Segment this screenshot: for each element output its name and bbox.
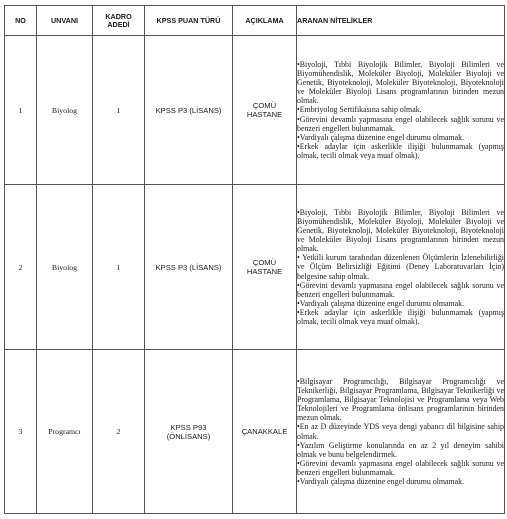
requirement-item: •Yazılım Geliştirme konularında en az 2 yıl deneyim sahibi olmak ve bunu belgelendirmek.	[297, 440, 506, 459]
header-title: UNVANI	[37, 6, 93, 36]
row-requirements	[297, 36, 505, 185]
row-number: 3	[5, 350, 37, 514]
row-count: 1	[93, 185, 145, 350]
table-row	[5, 36, 505, 185]
requirement-item: •Erkek adaylar için askerlikle ilişiği bulunmamak (yapmış olmak, tecili olmak veya muaf olmak).	[297, 141, 506, 160]
requirement-item: •Vardiyalı çalışma düzenine engel durumu olmamak.	[297, 476, 465, 486]
row-score-type: KPSS P3 (LİSANS)	[145, 185, 233, 350]
row-description: ÇOMÜ HASTANE	[233, 185, 297, 350]
row-title: Programcı	[37, 350, 93, 514]
header-count: KADRO ADEDİ	[93, 6, 145, 36]
requirement-item: •Bilgisayar Programcılığı, Bilgisayar Programcılığı ve Teknikerliği, Bilgisayar Programlama, Bilgisayar Teknikerliği ve Programlama, Bilgisayar Teknolojisi ve Programlama veya Web Teknolojileri ve Programlama önlisans programlarının birinden mezun olmak.	[297, 376, 506, 423]
header-requirements: ARANAN NİTELİKLER	[297, 6, 505, 36]
row-description: ÇANAKKALE	[233, 350, 297, 514]
requirement-item: •Embriyolog Sertifikasına sahip olmak.	[297, 105, 422, 115]
requirement-item: • Yetkili kurum tarafından düzenlenen Ölçümlerin İzlenebilirliği ve Ölçüm Belirsizliği Eğitimi (Deney Laboratuvarları İçin) belgesine sahip olmak.	[297, 253, 506, 281]
row-requirements	[297, 350, 505, 514]
row-number: 1	[5, 36, 37, 185]
positions-table	[4, 5, 505, 514]
requirement-item: •Biyoloji, Tıbbi Biyolojik Bilimler, Biyoloji Bilimleri ve Biyomühendislik, Moleküler Biyoloji, Moleküler Biyoloji ve Genetik, Biyoteknoloji, Moleküler Biyoteknoloji, Biyoteknoloji ve Moleküler Biyoloji Lisans programlarının birinden mezun olmak.	[297, 207, 506, 254]
requirement-item: •En az D düzeyinde YDS veya dengi yabancı dil bilgisine sahip olmak.	[297, 422, 506, 441]
requirement-item: •Görevini devamlı yapmasına engel olabilecek sağlık sorunu ve benzeri engelleri bulunmamak.	[297, 280, 506, 299]
row-title: Biyolog	[37, 185, 93, 350]
requirement-item: •Vardiyalı çalışma düzenine engel durumu olmamak.	[297, 298, 465, 308]
table-row	[5, 350, 505, 514]
row-requirements	[297, 185, 505, 350]
requirement-item: •Vardiyalı çalışma düzenine engel durumu olmamak.	[297, 132, 465, 142]
row-title: Biyolog	[37, 36, 93, 185]
requirement-item: •Erkek adaylar için askerlikle ilişiği bulunmamak (yapmış olmak, tecili olmak veya muaf olmak).	[297, 307, 506, 327]
row-number: 2	[5, 185, 37, 350]
header-row	[5, 6, 505, 36]
row-count: 2	[93, 350, 145, 514]
row-count: 1	[93, 36, 145, 185]
requirement-item: •Görevini devamlı yapmasına engel olabilecek sağlık sorunu ve benzeri engelleri bulunmamak.	[297, 458, 506, 477]
header-score-type: KPSS PUAN TÜRÜ	[145, 6, 233, 36]
requirement-item: •Biyoloji, Tıbbi Biyolojik Bilimler, Biyoloji Bilimleri ve Biyomühendislik, Moleküler Biyoloji, Moleküler Biyoloji ve Genetik, Biyoteknoloji, Moleküler Biyoteknoloji, Biyoteknoloji ve Moleküler Biyoloji Lisans programlarının birinden mezun olmak.	[297, 59, 506, 106]
header-no: NO	[5, 6, 37, 36]
table-row	[5, 185, 505, 350]
row-score-type: KPSS P3 (LİSANS)	[145, 36, 233, 185]
requirement-item: •Görevini devamlı yapmasına engel olabilecek sağlık sorunu ve benzeri engelleri bulunmamak.	[297, 114, 506, 133]
row-score-type: KPSS P93 (ÖNLİSANS)	[145, 350, 233, 514]
row-description: ÇOMÜ HASTANE	[233, 36, 297, 185]
header-description: AÇIKLAMA	[233, 6, 297, 36]
